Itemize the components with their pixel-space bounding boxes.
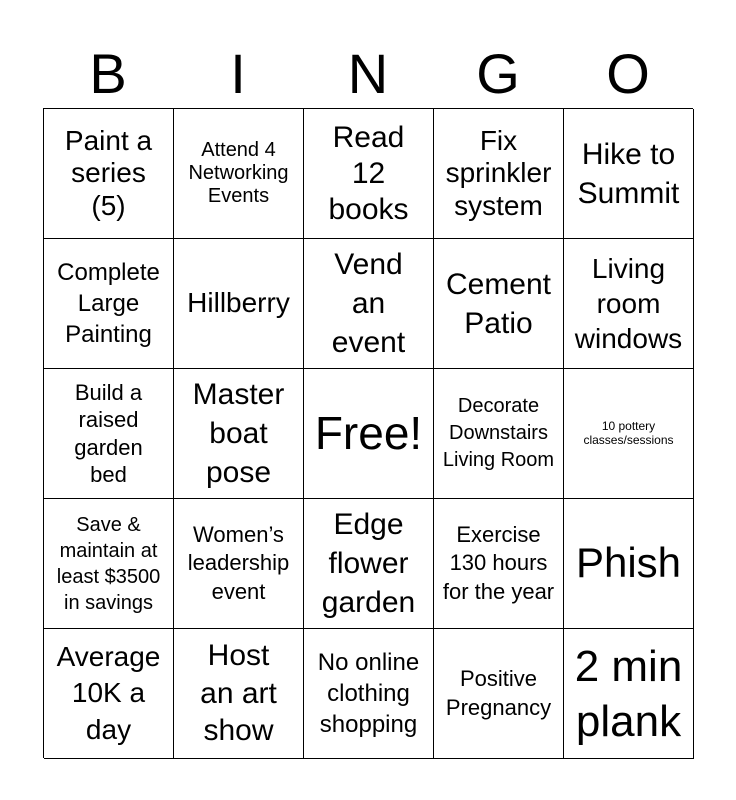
header-letter-g: G: [476, 42, 520, 105]
cell-text: 10 pottery classes/sessions: [583, 418, 674, 447]
cell-text: Save & maintain at least $3500 in savings: [56, 513, 161, 614]
bingo-cell[interactable]: [564, 369, 694, 499]
cell-text: Vend an event: [331, 248, 406, 359]
cell-text: Complete Large Painting: [57, 258, 160, 349]
header-letter-n: N: [347, 42, 389, 105]
bingo-cell[interactable]: [44, 369, 174, 499]
cell-text: Host an art show: [200, 639, 277, 748]
cell-text: Hike to Summit: [577, 137, 680, 210]
bingo-cell[interactable]: [44, 499, 174, 629]
cell-text: Women’s leadership event: [187, 521, 290, 604]
bingo-header: [43, 40, 693, 108]
cell-text: Master boat pose: [192, 378, 285, 489]
bingo-cell[interactable]: [304, 629, 434, 759]
bingo-cell[interactable]: [564, 499, 694, 629]
bingo-cell[interactable]: [434, 109, 564, 239]
cell-text: Decorate Downstairs Living Room: [442, 395, 555, 471]
bingo-cell[interactable]: [434, 369, 564, 499]
cell-text: Cement Patio: [445, 267, 552, 340]
cell-text: Fix sprinkler system: [445, 125, 552, 221]
cell-text: No online clothing shopping: [317, 648, 420, 739]
cell-text: Living room windows: [574, 253, 683, 354]
cell-text: Average 10K a day: [56, 640, 161, 745]
cell-text: 2 min plank: [574, 641, 683, 746]
bingo-cell[interactable]: [174, 499, 304, 629]
bingo-cell[interactable]: [564, 239, 694, 369]
bingo-cell[interactable]: [44, 239, 174, 369]
bingo-cell[interactable]: [304, 109, 434, 239]
bingo-cell[interactable]: [44, 109, 174, 239]
bingo-cell[interactable]: [304, 239, 434, 369]
cell-text: Exercise 130 hours for the year: [442, 521, 555, 604]
bingo-cell[interactable]: [304, 499, 434, 629]
bingo-cell[interactable]: [174, 239, 304, 369]
bingo-board: [43, 108, 693, 758]
cell-text: Paint a series (5): [64, 125, 153, 221]
cell-text: Attend 4 Networking Events: [188, 139, 289, 207]
cell-text: Hillberry: [187, 287, 290, 319]
header-letter-i: I: [230, 42, 246, 105]
bingo-cell[interactable]: [174, 109, 304, 239]
cell-text: Edge flower garden: [321, 508, 416, 619]
bingo-cell[interactable]: [564, 629, 694, 759]
header-letter-b: B: [89, 42, 127, 105]
cell-text: Positive Pregnancy: [445, 665, 552, 720]
bingo-cell[interactable]: [434, 629, 564, 759]
bingo-cell[interactable]: [434, 239, 564, 369]
bingo-cell[interactable]: [564, 109, 694, 239]
cell-text: Free!: [314, 407, 423, 460]
bingo-cell[interactable]: [174, 369, 304, 499]
bingo-cell[interactable]: [174, 629, 304, 759]
cell-text: Phish: [575, 539, 682, 587]
cell-text: Read 12 books: [328, 120, 409, 226]
header-letter-o: O: [606, 42, 650, 105]
bingo-cell[interactable]: [434, 499, 564, 629]
bingo-cell-free[interactable]: [304, 369, 434, 499]
cell-text: Build a raised garden bed: [74, 379, 143, 487]
bingo-cell[interactable]: [44, 629, 174, 759]
